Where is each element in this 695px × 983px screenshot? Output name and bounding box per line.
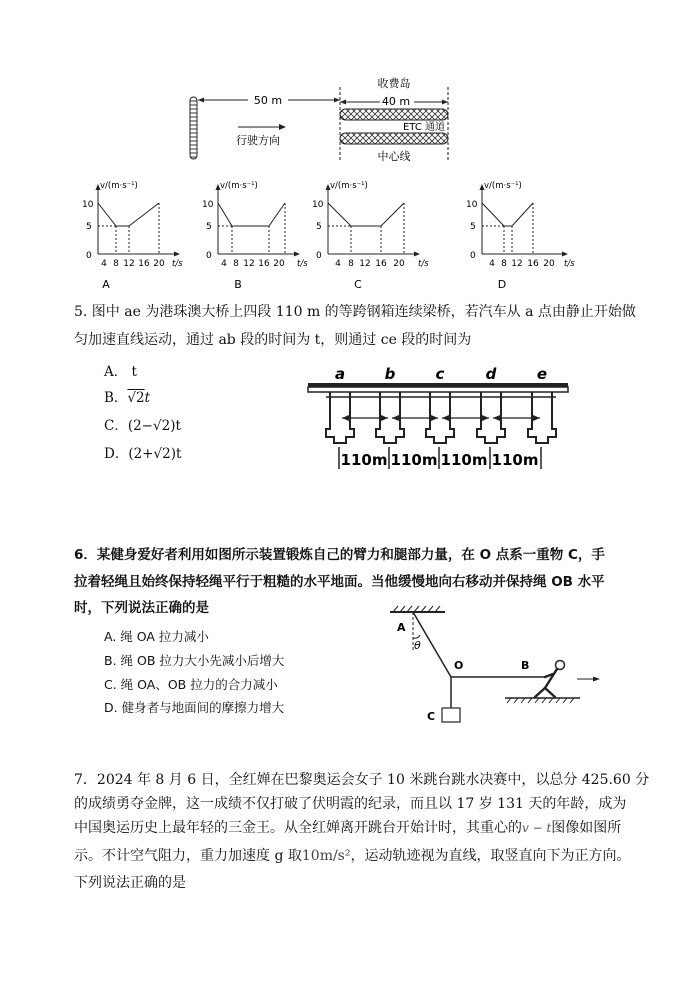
q7-line4: 示。不计空气阻力，重力加速度 g 取10m/s²，运动轨迹视为直线，取竖直向下为正方向。: [74, 848, 631, 864]
bridge-point-d: d: [485, 365, 497, 383]
svg-text:v/(m·s⁻¹): v/(m·s⁻¹): [220, 181, 258, 191]
bridge-point-a: a: [334, 365, 346, 383]
toll-gate-pole: [190, 97, 197, 159]
rope-force-diagram: [385, 602, 610, 724]
center-line-label: 中心线: [377, 150, 411, 163]
q5-line2: 匀加速直线运动，通过 ab 段的时间为 t，则通过 ce 段的时间为: [74, 332, 472, 348]
q5-option-a: A． t: [104, 364, 137, 380]
bridge-point-b: b: [384, 365, 396, 383]
graph-label-a: A: [102, 278, 110, 291]
g-value: 10m/s²: [301, 848, 351, 864]
span-label-2: 110m: [390, 451, 438, 469]
graph-label-b: B: [234, 278, 242, 291]
q6-line3: 时，下列说法正确的是: [74, 600, 209, 616]
toll-island-label: 收费岛: [377, 77, 411, 90]
svg-text:0: 0: [206, 251, 212, 261]
span-label-1: 110m: [340, 451, 388, 469]
q5-option-b: B．√2t: [104, 390, 151, 406]
q7-line5: 下列说法正确的是: [74, 875, 186, 891]
svg-text:0: 0: [470, 251, 476, 261]
bridge-diagram: [306, 363, 572, 471]
etc-lane-label: ETC 通道: [402, 122, 446, 133]
svg-text:16: 16: [375, 259, 387, 269]
label-b: B: [521, 659, 530, 672]
q6-option-d: D. 健身者与地面间的摩擦力增大: [104, 700, 285, 715]
svg-text:t/s: t/s: [297, 259, 308, 269]
svg-text:12: 12: [359, 259, 371, 269]
label-c: C: [427, 710, 436, 723]
svg-text:t/s: t/s: [418, 259, 429, 269]
svg-text:v/(m·s⁻¹): v/(m·s⁻¹): [100, 181, 138, 191]
svg-text:0: 0: [86, 251, 92, 261]
svg-text:8: 8: [233, 259, 239, 269]
svg-text:20: 20: [273, 259, 285, 269]
svg-text:12: 12: [243, 259, 255, 269]
q7-line2: 的成绩勇夺金牌，这一成绩不仅打破了伏明霞的纪录，而且以 17 岁 131 天的年龄，成为: [74, 796, 627, 812]
toll-island-top: [340, 109, 448, 120]
toll-station-diagram: [180, 75, 470, 170]
q5-line1: 5. 图中 ae 为港珠澳大桥上四段 110 m 的等跨钢箱连续梁桥，若汽车从 a 点由静止开始做: [74, 304, 636, 320]
svg-text:0: 0: [316, 251, 322, 261]
dist-50-label: 50 m: [253, 94, 283, 107]
svg-text:16: 16: [527, 259, 539, 269]
vt-graph-d: [462, 178, 587, 293]
label-theta: θ: [414, 639, 421, 652]
svg-text:5: 5: [86, 222, 92, 232]
svg-text:12: 12: [511, 259, 523, 269]
q6-option-b: B. 绳 OB 拉力大小先减小后增大: [104, 653, 285, 668]
svg-text:10: 10: [466, 200, 478, 210]
q6-line2: 拉着轻绳且始终保持轻绳平行于粗糙的水平地面。当他缓慢地向右移动并保持绳 OB 水平: [74, 574, 605, 590]
svg-text:8: 8: [348, 259, 354, 269]
span-label-3: 110m: [440, 451, 488, 469]
graph-label-c: C: [354, 278, 362, 291]
svg-text:4: 4: [489, 259, 495, 269]
svg-text:8: 8: [501, 259, 507, 269]
svg-text:10: 10: [202, 200, 214, 210]
svg-text:5: 5: [316, 222, 322, 232]
span-label-4: 110m: [491, 451, 539, 469]
vt-graph-c: [308, 178, 438, 293]
q5-option-c: C．(2−√2)t: [104, 418, 181, 434]
graph-label-d: D: [497, 278, 507, 291]
svg-text:10: 10: [312, 200, 324, 210]
vt-graph-b: [198, 178, 318, 293]
q7-line1: 7．2024 年 8 月 6 日，全红婵在巴黎奥运会女子 10 米跳台跳水决赛中，以总分 425.60 分: [74, 772, 650, 788]
weight-c: [442, 708, 460, 722]
svg-text:4: 4: [335, 259, 341, 269]
svg-text:t/s: t/s: [172, 259, 183, 269]
svg-text:10: 10: [82, 200, 94, 210]
svg-text:5: 5: [206, 222, 212, 232]
svg-text:v/(m·s⁻¹): v/(m·s⁻¹): [330, 181, 368, 191]
dist-40-label: 40 m: [381, 95, 411, 108]
label-a: A: [397, 621, 406, 634]
svg-text:16: 16: [138, 259, 150, 269]
svg-text:20: 20: [153, 259, 165, 269]
q5-option-d: D．(2+√2)t: [104, 446, 182, 462]
bridge-point-e: e: [536, 365, 548, 383]
q7-line3: 中国奥运历史上最年轻的三金王。从全红婵离开跳台开始计时，其重心的v − t图像如图所: [74, 820, 622, 836]
direction-label: 行驶方向: [236, 134, 280, 147]
svg-text:8: 8: [113, 259, 119, 269]
q6-line1: 6．某健身爱好者利用如图所示装置锻炼自己的臂力和腿部力量，在 O 点系一重物 C，手: [74, 547, 605, 563]
svg-text:12: 12: [123, 259, 135, 269]
svg-text:16: 16: [258, 259, 270, 269]
person-figure: [535, 661, 565, 698]
toll-island-bottom: [340, 133, 448, 144]
vt-graph-a: [78, 178, 188, 293]
svg-text:5: 5: [470, 222, 476, 232]
vt-symbol: v − t: [522, 821, 552, 835]
q6-option-c: C. 绳 OA、OB 拉力的合力减小: [104, 677, 278, 692]
svg-text:20: 20: [543, 259, 555, 269]
svg-text:4: 4: [101, 259, 107, 269]
label-o: O: [454, 659, 464, 672]
svg-text:4: 4: [221, 259, 227, 269]
bridge-point-c: c: [435, 365, 445, 383]
q6-option-a: A. 绳 OA 拉力减小: [104, 629, 209, 644]
svg-text:20: 20: [393, 259, 405, 269]
svg-text:t/s: t/s: [564, 259, 575, 269]
svg-text:v/(m·s⁻¹): v/(m·s⁻¹): [484, 181, 522, 191]
